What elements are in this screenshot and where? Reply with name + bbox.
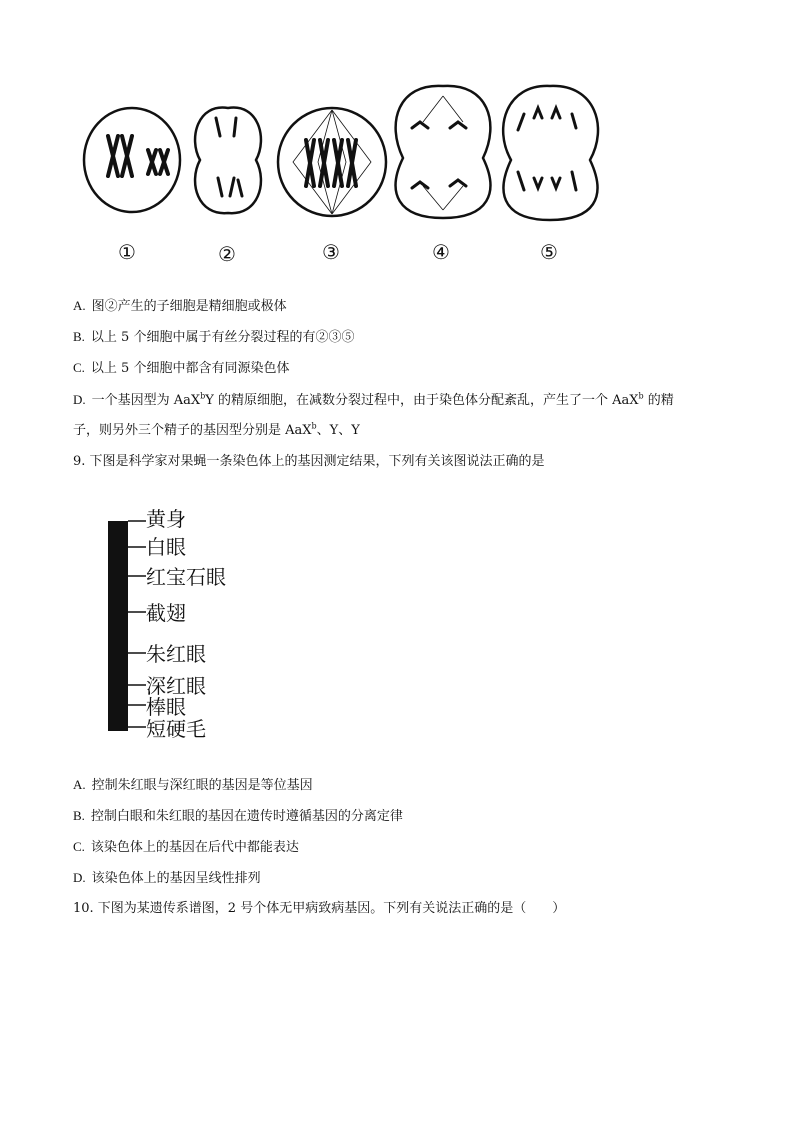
- cell-label-4: ④: [432, 240, 450, 264]
- cell-2: [195, 108, 261, 214]
- cell-2-chromosomes: [216, 118, 242, 196]
- q8-option-a: A. 图②产生的子细胞是精细胞或极体: [73, 298, 287, 314]
- cell-3-spindle: [293, 110, 371, 214]
- cell-4: [396, 86, 491, 218]
- q9-stem: 9. 下图是科学家对果蝇一条染色体上的基因测定结果，下列有关该图说法正确的是: [73, 454, 545, 469]
- cell-diagrams: [78, 78, 618, 268]
- q9-option-d: D. 该染色体上的基因呈线性排列: [73, 870, 261, 886]
- cell-3-chromosomes: [306, 140, 356, 186]
- q9-option-c: C. 该染色体上的基因在后代中都能表达: [73, 839, 299, 855]
- cell-1-chromosomes: [108, 136, 168, 176]
- cell-5: [503, 86, 598, 220]
- cell-4-chromosomes: [412, 122, 466, 188]
- cell-label-2: ②: [218, 242, 236, 266]
- cell-label-5: ⑤: [540, 240, 558, 264]
- q8-option-c: C. 以上 5 个细胞中都含有同源染色体: [73, 360, 290, 376]
- gene-label-jiechi: 截翅: [146, 601, 186, 625]
- cell-5-chromosomes: [518, 108, 576, 190]
- gene-label-zhuhongyan: 朱红眼: [146, 642, 206, 666]
- q8-option-d: D. 一个基因型为 AaX$^b$Y 的精原细胞，在减数分裂过程中，由于染色体分配紊乱，产生了一个 AaX$^b$ 的精: [73, 391, 674, 408]
- q8-option-b: B. 以上 5 个细胞中属于有丝分裂过程的有②③⑤: [73, 329, 355, 345]
- cell-division-figure: [78, 78, 618, 268]
- cell-label-1: ①: [118, 240, 136, 264]
- gene-label-shenhongyan: 深红眼: [146, 674, 206, 698]
- q8-option-d-line2: 子，则另外三个精子的基因型分别是 AaX$^b$、Y、Y: [73, 421, 360, 438]
- q10-stem: 10. 下图为某遗传系谱图，2 号个体无甲病致病基因。下列有关说法正确的是（ ）: [73, 901, 566, 916]
- gene-label-huangshen: 黄身: [146, 507, 186, 531]
- gene-label-duanyingmao: 短硬毛: [146, 717, 206, 741]
- chromosome-bar: [108, 521, 128, 731]
- gene-ticks: [128, 521, 146, 727]
- gene-label-baiyan: 白眼: [146, 535, 186, 559]
- gene-label-hongbaoshiyan: 红宝石眼: [146, 565, 226, 589]
- cell-label-3: ③: [322, 240, 340, 264]
- cell-4-spindle: [423, 96, 463, 210]
- q9-option-b: B. 控制白眼和朱红眼的基因在遗传时遵循基因的分离定律: [73, 808, 403, 824]
- q9-option-a: A. 控制朱红眼与深红眼的基因是等位基因: [73, 777, 313, 793]
- cell-3: [278, 108, 386, 216]
- gene-label-bangyan: 棒眼: [146, 695, 186, 719]
